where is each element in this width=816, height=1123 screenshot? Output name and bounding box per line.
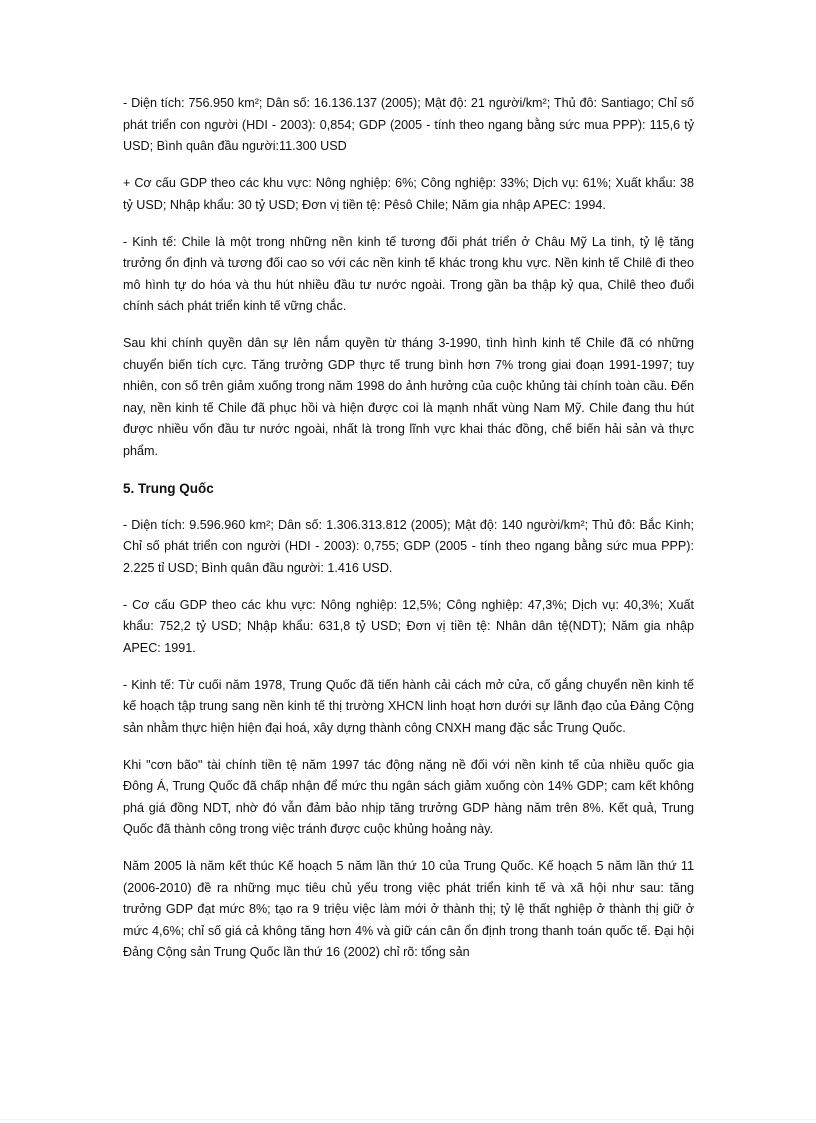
china-section-heading: 5. Trung Quốc [123,480,214,496]
document-body [123,93,694,979]
chile-economy-paragraph: - Kinh tế: Chile là một trong những nền kinh tế tương đối phát triển ở Châu Mỹ La tinh, tỷ lệ tăng trưởng ổn định và tương đối cao so với các nền kinh tế khác trong khu vực. Nền kinh tế Chilê đi theo mô hình tự do hóa và thu hút nhiều đầu tư nước ngoài. Trong gần ba thập kỷ qua, Chilê theo đuổi chính sách phát triển kinh tế vững chắc. [123,234,694,313]
chile-history-paragraph: Sau khi chính quyền dân sự lên nắm quyền từ tháng 3-1990, tình hình kinh tế Chile đã có những chuyển biến tích cực. Tăng trưởng GDP thực tế trung bình hơn 7% trong giai đoạn 1991-1997; tuy nhiên, con số trên giảm xuống trong năm 1998 do ảnh hưởng của cuộc khủng tài chính toàn cầu. Đến nay, nền kinh tế Chile đã phục hồi và hiện được coi là mạnh nhất vùng Nam Mỹ. Chile đang thu hút được nhiều vốn đầu tư nước ngoài, nhất là trong lĩnh vực khai thác đồng, chế biến hải sản và thực phẩm. [123,336,694,458]
china-gdp-structure-paragraph: - Cơ cấu GDP theo các khu vực: Nông nghiệp: 12,5%; Công nghiệp: 47,3%; Dịch vụ: 40,3%; Xuất khẩu: 752,2 tỷ USD; Nhập khẩu: 631,8 tỷ USD; Đơn vị tiền tệ: Nhân dân tệ(NDT); Năm gia nhập APEC: 1991. [123,597,694,655]
china-plan-paragraph: Năm 2005 là năm kết thúc Kế hoạch 5 năm lần thứ 10 của Trung Quốc. Kế hoạch 5 năm lần thứ 11 (2006-2010) đề ra những mục tiêu chủ yếu trong việc phát triển kinh tế và xã hội như sau: tăng trưởng GDP đạt mức 8%; tạo ra 9 triệu việc làm mới ở thành thị; tỷ lệ thất nghiệp ở thành thị giữ ở mức 4,6%; chỉ số giá cả không tăng hơn 4% và giữ cán cân ổn định trong thanh toán quốc tế. Đại hội Đảng Cộng sản Trung Quốc lần thứ 16 (2002) chỉ rõ: tổng sản [123,859,694,959]
china-economy-paragraph: - Kinh tế: Từ cuối năm 1978, Trung Quốc đã tiến hành cải cách mở cửa, cố gắng chuyển nền kinh tế kế hoạch tập trung sang nền kinh tế thị trường XHCN linh hoạt hơn dưới sự lãnh đạo của Đảng Cộng sản nhằm thực hiện hiện đại hoá, xây dựng thành công CNXH mang đặc sắc Trung Quốc. [123,677,694,735]
china-crisis-paragraph: Khi "cơn bão" tài chính tiền tệ năm 1997 tác động nặng nề đối với nền kinh tế của nhiều quốc gia Đông Á, Trung Quốc đã chấp nhận để mức thu ngân sách giảm xuống còn 14% GDP; cam kết không phá giá đồng NDT, nhờ đó vẫn đảm bảo nhịp tăng trưởng GDP hàng năm trên 8%. Kết quả, Trung Quốc đã thành công trong việc tránh được cuộc khủng hoảng này. [123,757,694,836]
chile-stats-paragraph: - Diện tích: 756.950 km²; Dân số: 16.136.137 (2005); Mật độ: 21 người/km²; Thủ đô: Santiago; Chỉ số phát triển con người (HDI - 2003): 0,854; GDP (2005 - tính theo ngang bằng sức mua PPP): 115,6 tỷ USD; Bình quân đầu người:11.300 USD [123,96,694,153]
page-bottom-divider [0,1119,816,1120]
chile-gdp-structure-paragraph: + Cơ cấu GDP theo các khu vực: Nông nghiệp: 6%; Công nghiệp: 33%; Dịch vụ: 61%; Xuất khẩu: 38 tỷ USD; Nhập khẩu: 30 tỷ USD; Đơn vị tiền tệ: Pêsô Chile; Năm gia nhập APEC: 1994. [123,176,694,212]
china-stats-paragraph: - Diện tích: 9.596.960 km²; Dân số: 1.306.313.812 (2005); Mật độ: 140 người/km²; Thủ đô: Bắc Kinh; Chỉ số phát triển con người (HDI - 2003): 0,755; GDP (2005 - tính theo ngang bằng sức mua PPP): 2.225 tỉ USD; Bình quân đầu người: 1.416 USD. [123,517,694,575]
